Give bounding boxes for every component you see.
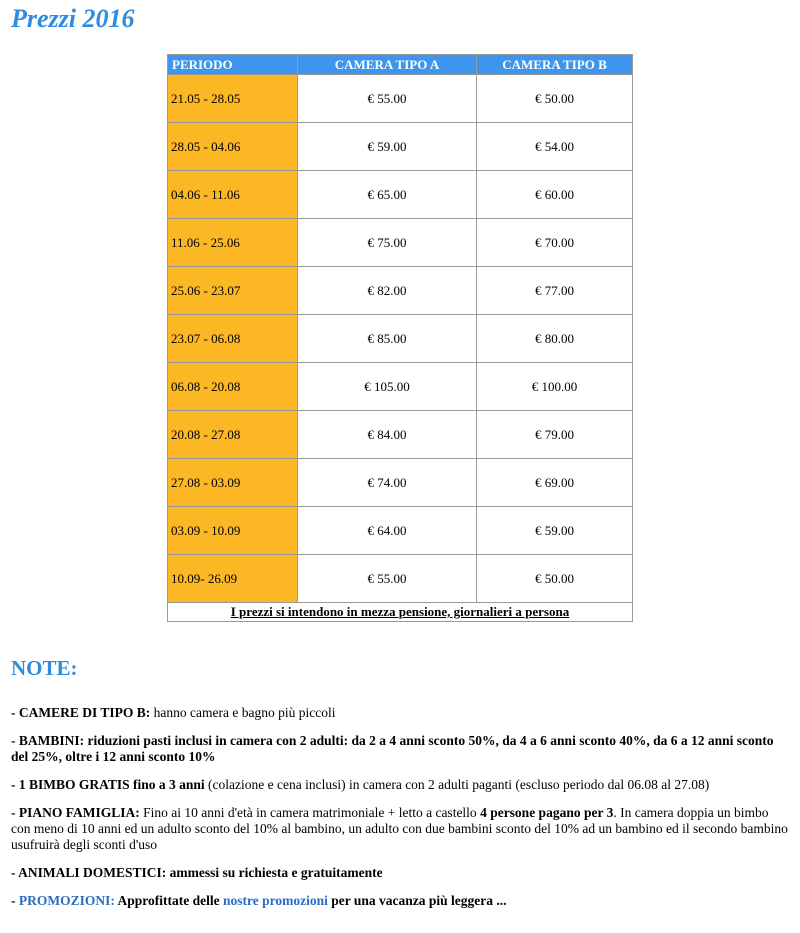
price-b-cell: € 50.00 — [477, 75, 633, 123]
price-a-cell: € 55.00 — [298, 75, 477, 123]
note-promo-text-2: per una vacanza più leggera ... — [327, 893, 507, 908]
period-cell: 11.06 - 25.06 — [168, 219, 298, 267]
table-row — [168, 315, 633, 363]
price-a-cell: € 85.00 — [298, 315, 477, 363]
price-a-cell: € 74.00 — [298, 459, 477, 507]
period-cell: 25.06 - 23.07 — [168, 267, 298, 315]
price-b-cell: € 79.00 — [477, 411, 633, 459]
note-promo-label: PROMOZIONI: — [18, 893, 115, 908]
period-cell: 04.06 - 11.06 — [168, 171, 298, 219]
period-cell: 03.09 - 10.09 — [168, 507, 298, 555]
period-cell: 06.08 - 20.08 — [168, 363, 298, 411]
note-bimbo-text: (colazione e cena inclusi) in camera con 2 adulti paganti (escluso periodo dal 06.08 al 27.08) — [204, 777, 710, 792]
table-row — [168, 219, 633, 267]
header-room-b: CAMERA TIPO B — [477, 55, 633, 75]
price-b-cell: € 69.00 — [477, 459, 633, 507]
table-footer-row — [168, 603, 633, 622]
note-famiglia-text-2: . In camera doppia un bimbo con meno di 10 anni ed un adulto sconto del 10% al bambino, un adulto con due bambini sconto del 10% ad un bambino ed il secondo bambino usufruirà degli sconti d'uso — [11, 805, 788, 852]
period-cell: 10.09- 26.09 — [168, 555, 298, 603]
period-cell: 20.08 - 27.08 — [168, 411, 298, 459]
note-famiglia-text-1: Fino ai 10 anni d'età in camera matrimoniale + letto a castello — [139, 805, 481, 820]
note-bambini — [11, 733, 789, 765]
price-b-cell: € 70.00 — [477, 219, 633, 267]
page-title: Prezzi 2016 — [11, 4, 135, 33]
price-b-cell: € 80.00 — [477, 315, 633, 363]
table-row — [168, 411, 633, 459]
price-b-cell: € 77.00 — [477, 267, 633, 315]
notes-title: NOTE: — [11, 656, 78, 680]
table-header-row — [168, 55, 633, 75]
price-a-cell: € 105.00 — [298, 363, 477, 411]
price-b-cell: € 54.00 — [477, 123, 633, 171]
price-a-cell: € 64.00 — [298, 507, 477, 555]
price-b-cell: € 100.00 — [477, 363, 633, 411]
table-row — [168, 75, 633, 123]
price-b-cell: € 50.00 — [477, 555, 633, 603]
price-a-cell: € 84.00 — [298, 411, 477, 459]
period-cell: 23.07 - 06.08 — [168, 315, 298, 363]
table-footer-note: I prezzi si intendono in mezza pensione, giornalieri a persona — [168, 603, 633, 622]
notes-section — [11, 705, 789, 921]
note-promo-dash: - — [11, 893, 19, 908]
note-piano-famiglia — [11, 805, 789, 853]
price-a-cell: € 59.00 — [298, 123, 477, 171]
note-promozioni — [11, 893, 789, 909]
price-a-cell: € 55.00 — [298, 555, 477, 603]
price-a-cell: € 65.00 — [298, 171, 477, 219]
note-promo-text-1: Approfittate delle — [114, 893, 223, 908]
price-a-cell: € 82.00 — [298, 267, 477, 315]
note-bambini-text: - BAMBINI: riduzioni pasti inclusi in camera con 2 adulti: da 2 a 4 anni sconto 50%, da 4 a 6 anni sconto 40%, da 6 a 12 anni sconto del 25%, oltre i 12 anni sconto 10% — [11, 733, 774, 764]
note-bimbo-label: - 1 BIMBO GRATIS fino a 3 anni — [11, 777, 205, 792]
header-period: PERIODO — [168, 55, 298, 75]
note-bimbo-gratis — [11, 777, 789, 793]
table-row — [168, 267, 633, 315]
price-b-cell: € 59.00 — [477, 507, 633, 555]
table-row — [168, 123, 633, 171]
note-animali-text: - ANIMALI DOMESTICI: ammessi su richiesta e gratuitamente — [11, 865, 383, 880]
promotions-link[interactable]: nostre promozioni — [223, 893, 328, 908]
period-cell: 28.05 - 04.06 — [168, 123, 298, 171]
note-animali — [11, 865, 789, 881]
price-a-cell: € 75.00 — [298, 219, 477, 267]
header-room-a: CAMERA TIPO A — [298, 55, 477, 75]
period-cell: 21.05 - 28.05 — [168, 75, 298, 123]
period-cell: 27.08 - 03.09 — [168, 459, 298, 507]
table-row — [168, 459, 633, 507]
note-famiglia-bold: 4 persone pagano per 3 — [480, 805, 614, 820]
note-camere — [11, 705, 789, 721]
table-row — [168, 507, 633, 555]
note-camere-text: hanno camera e bagno più piccoli — [150, 705, 336, 720]
price-table — [167, 54, 633, 622]
note-camere-label: - CAMERE DI TIPO B: — [11, 705, 151, 720]
note-famiglia-label: - PIANO FAMIGLIA: — [11, 805, 140, 820]
table-row — [168, 171, 633, 219]
table-row — [168, 363, 633, 411]
price-b-cell: € 60.00 — [477, 171, 633, 219]
table-row — [168, 555, 633, 603]
